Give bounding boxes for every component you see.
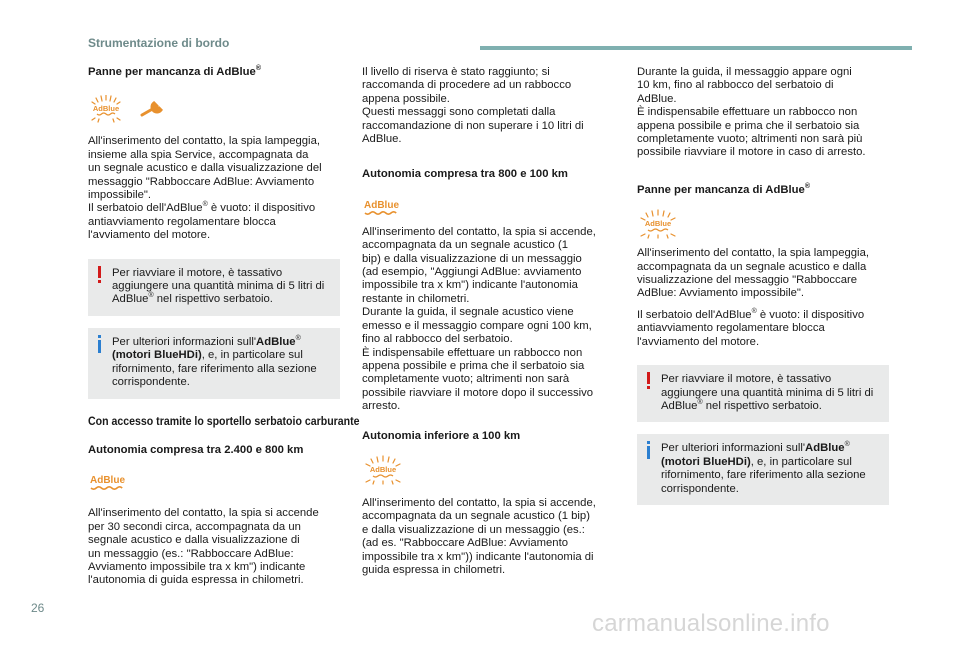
- warning-exclamation-icon: [97, 266, 103, 284]
- paragraph-range-2400-800: All'inserimento del contatto, la spia si accende per 30 secondi circa, accompagnata da un segnale acustico e dalla visualizzazione di un messaggio (es.: "Rabboccare AdBlue: Avviamento impossibile tra x km") indicante l'autonomia di guida espressa in chilometri.: [88, 507, 319, 587]
- heading-panne-adblue: Panne per mancanza di AdBlue®: [637, 183, 810, 196]
- svg-text:AdBlue: AdBlue: [364, 199, 399, 211]
- svg-text:AdBlue: AdBlue: [369, 464, 397, 474]
- adblue-flashing-and-wrench-icon: [88, 95, 178, 123]
- heading-panne-adblue: Panne per mancanza di AdBlue®: [88, 65, 261, 78]
- info-icon: [646, 441, 652, 459]
- info-box: Per ulteriori informazioni sull'AdBlue® (motori BlueHDi), e, in particolare sul rifornimento, fare riferimento alla sezione corrispondente.: [88, 328, 340, 399]
- paragraph-driving-message: Durante la guida, il messaggio appare ogni 10 km, fino al rabbocco del serbatoio di AdBlue. È indispensabile effettuare un rabbocco non appena possibile e prima che il serbatoio sia completamente vuoto; altrimenti non sarà più possibile riavviare il motore in caso di arresto.: [637, 66, 866, 159]
- heading-range-800-100: Autonomia compresa tra 800 e 100 km: [362, 168, 568, 181]
- page-header-title: Strumentazione di bordo: [88, 36, 230, 50]
- warning-exclamation-icon: [646, 372, 652, 390]
- heading-range-2400-800: Autonomia compresa tra 2.400 e 800 km: [88, 443, 304, 456]
- adblue-flashing-icon: [362, 455, 404, 485]
- info-box: Per ulteriori informazioni sull'AdBlue® (motori BlueHDi), e, in particolare sul rifornimento, fare riferimento alla sezione corrispondente.: [637, 434, 889, 505]
- info-icon: [97, 335, 103, 353]
- adblue-icon: [88, 473, 128, 495]
- paragraph-1: All'inserimento del contatto, la spia lampeggia, insieme alla spia Service, accompagnata da un segnale acustico e dalla visualizzazione del messaggio "Rabboccare AdBlue: Avviamento impossibile". Il serbatoio dell'AdBlue® è vuoto: il dispositivo antiavviamento regolamentare blocca l'avviamento del motore.: [88, 135, 322, 242]
- warning-box: Per riavviare il motore, è tassativo aggiungere una quantità minima di 5 litri di AdBlue® nel rispettivo serbatoio.: [637, 365, 889, 422]
- adblue-icon: [362, 198, 402, 220]
- svg-text:AdBlue: AdBlue: [92, 104, 120, 114]
- column-2: [362, 66, 614, 577]
- paragraph-reserve: Il livello di riserva è stato raggiunto; si raccomanda di procedere ad un rabbocco appena possibile. Questi messaggi sono completati dalla raccomandazione di non superare i 10 litri di AdBlue.: [362, 66, 584, 146]
- adblue-flashing-icon: [637, 209, 679, 239]
- section-title-fuel-flap: Con accesso tramite lo sportello serbatoio carburante: [88, 413, 360, 428]
- column-3: [637, 66, 889, 505]
- warning-box: Per riavviare il motore, è tassativo aggiungere una quantità minima di 5 litri di AdBlue® nel rispettivo serbatoio.: [88, 259, 340, 316]
- watermark: carmanualsonline.info: [592, 610, 830, 637]
- svg-text:AdBlue: AdBlue: [90, 475, 125, 487]
- svg-text:AdBlue: AdBlue: [644, 219, 672, 229]
- heading-range-under-100: Autonomia inferiore a 100 km: [362, 429, 521, 442]
- paragraph-panne: All'inserimento del contatto, la spia lampeggia, accompagnata da un segnale acustico e dalla visualizzazione del messaggio "Rabboccare AdBlue: Avviamento impossibile".: [637, 247, 869, 300]
- paragraph-range-under-100: All'inserimento del contatto, la spia si accende, accompagnata da un segnale acustico (1 bip) e dalla visualizzazione di un messaggio (es.: (ad es. "Rabboccare AdBlue: Avviamento impossibile tra x km")) indicante l'autonomia di guida espressa in chilometri.: [362, 496, 596, 576]
- page-number: 26: [31, 601, 45, 615]
- paragraph-tank-empty: Il serbatoio dell'AdBlue® è vuoto: il dispositivo antiavviamento regolamentare blocca l'avviamento del motore.: [637, 308, 865, 348]
- paragraph-range-800-100: All'inserimento del contatto, la spia si accende, accompagnata da un segnale acustico (1 bip) e dalla visualizzazione di un messaggio (ad esempio, "Aggiungi AdBlue: avviamento impossibile tra x km") indicante l'autonomia restante in chilometri. Durante la guida, il segnale acustico viene emesso e il messaggio compare ogni 100 km, fino al rabbocco del serbatoio. È indispensabile effettuare un rabbocco non appena possibile e prima che il serbatoio sia completamente vuoto; altrimenti non sarà possibile riavviare il motore dopo il successivo arresto.: [362, 225, 596, 413]
- column-1: [88, 65, 360, 588]
- header-bar: [480, 46, 912, 50]
